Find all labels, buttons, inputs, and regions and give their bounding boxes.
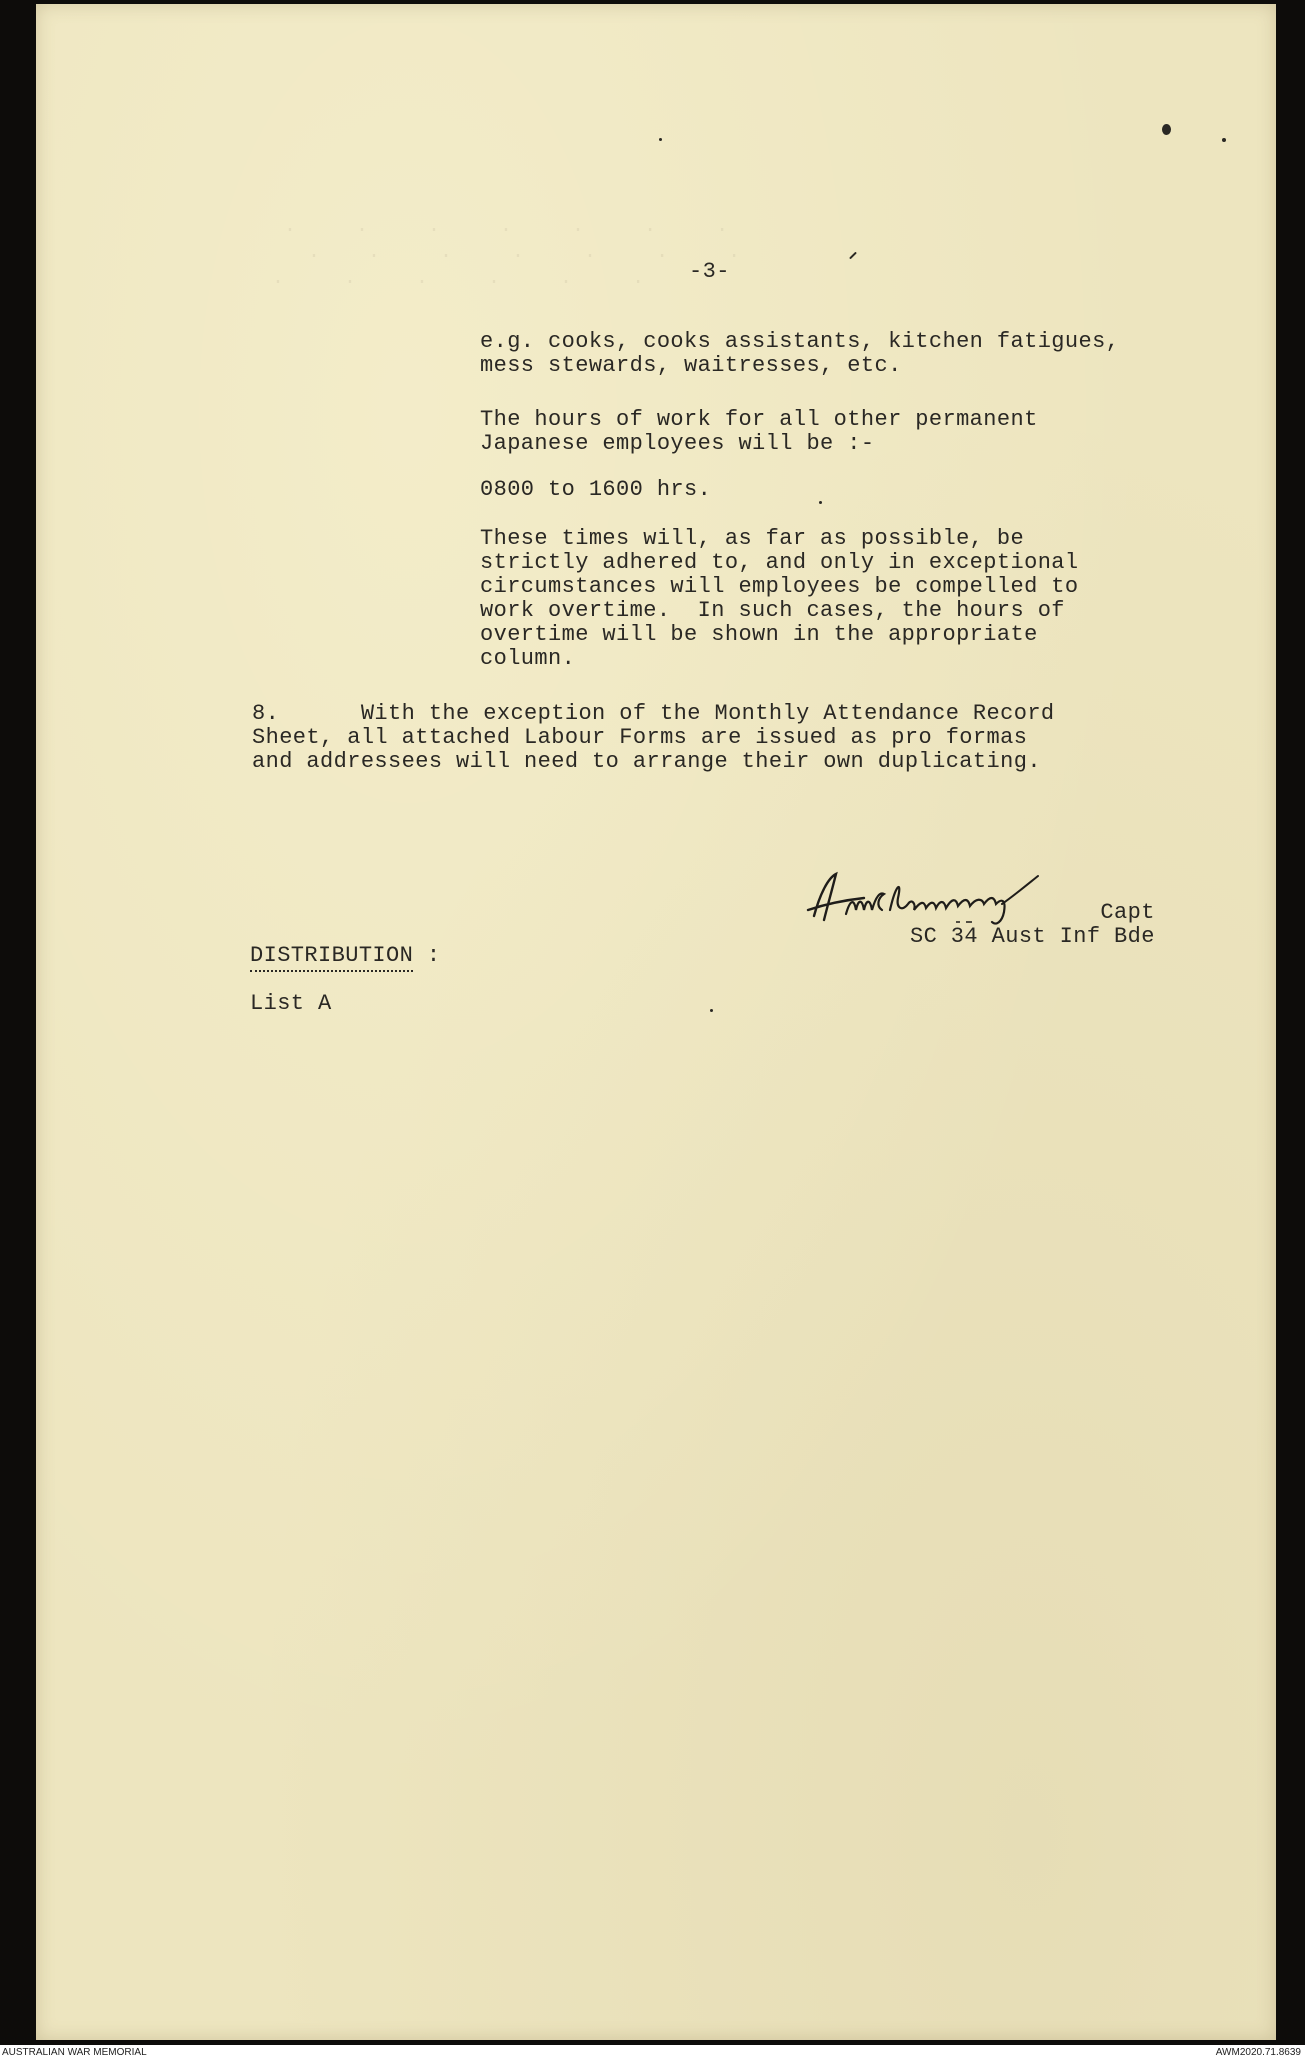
document-page [36, 4, 1276, 2040]
ink-speck [819, 501, 822, 504]
text-line: overtime will be shown in the appropriate [480, 622, 1038, 647]
text-line: circumstances will employees be compelled to [480, 574, 1079, 599]
paragraph-8 [252, 702, 1055, 774]
hours-value: 0800 to 1600 hrs. [480, 477, 712, 502]
text-line: and addressees will need to arrange their own duplicating. [252, 749, 1041, 774]
text-line: The hours of work for all other permanent [480, 407, 1038, 432]
signatory-rank: Capt [1100, 900, 1155, 925]
text-line: e.g. cooks, cooks assistants, kitchen fatigues, [480, 329, 1120, 354]
text-line: 8. With the exception of the Monthly Attendance Record [252, 701, 1055, 726]
signatory-unit: SC 34 Aust Inf Bde [910, 924, 1155, 949]
ink-speck [1222, 138, 1226, 142]
page-number: -3- [689, 259, 730, 284]
text-line: strictly adhered to, and only in exceptional [480, 550, 1079, 575]
show-through: . . . . . . . . . . . . . . . . . . . . [272, 215, 741, 290]
hours-statement [480, 408, 1038, 456]
text-line: These times will, as far as possible, be [480, 526, 1025, 551]
text-line: Japanese employees will be :- [480, 431, 875, 456]
text-line: Sheet, all attached Labour Forms are issued as pro formas [252, 725, 1028, 750]
ink-speck [1162, 124, 1171, 135]
signature-block [910, 901, 1155, 949]
distribution-list: List A [250, 991, 332, 1016]
ink-speck [710, 1009, 713, 1012]
distribution-label: DISTRIBUTION [250, 943, 413, 972]
text-line: work overtime. In such cases, the hours of [480, 598, 1065, 623]
archive-reference: AWM2020.71.8639 [1215, 2047, 1301, 2058]
text-line: mess stewards, waitresses, etc. [480, 353, 902, 378]
ink-speck [659, 138, 662, 141]
ink-speck [849, 252, 857, 260]
archive-credit: AUSTRALIAN WAR MEMORIAL [2, 2047, 147, 2058]
overtime-paragraph [480, 527, 1079, 671]
occupation-examples [480, 330, 1119, 378]
distribution-heading [250, 944, 440, 968]
distribution-colon: : [413, 943, 441, 968]
text-line: column. [480, 646, 576, 671]
